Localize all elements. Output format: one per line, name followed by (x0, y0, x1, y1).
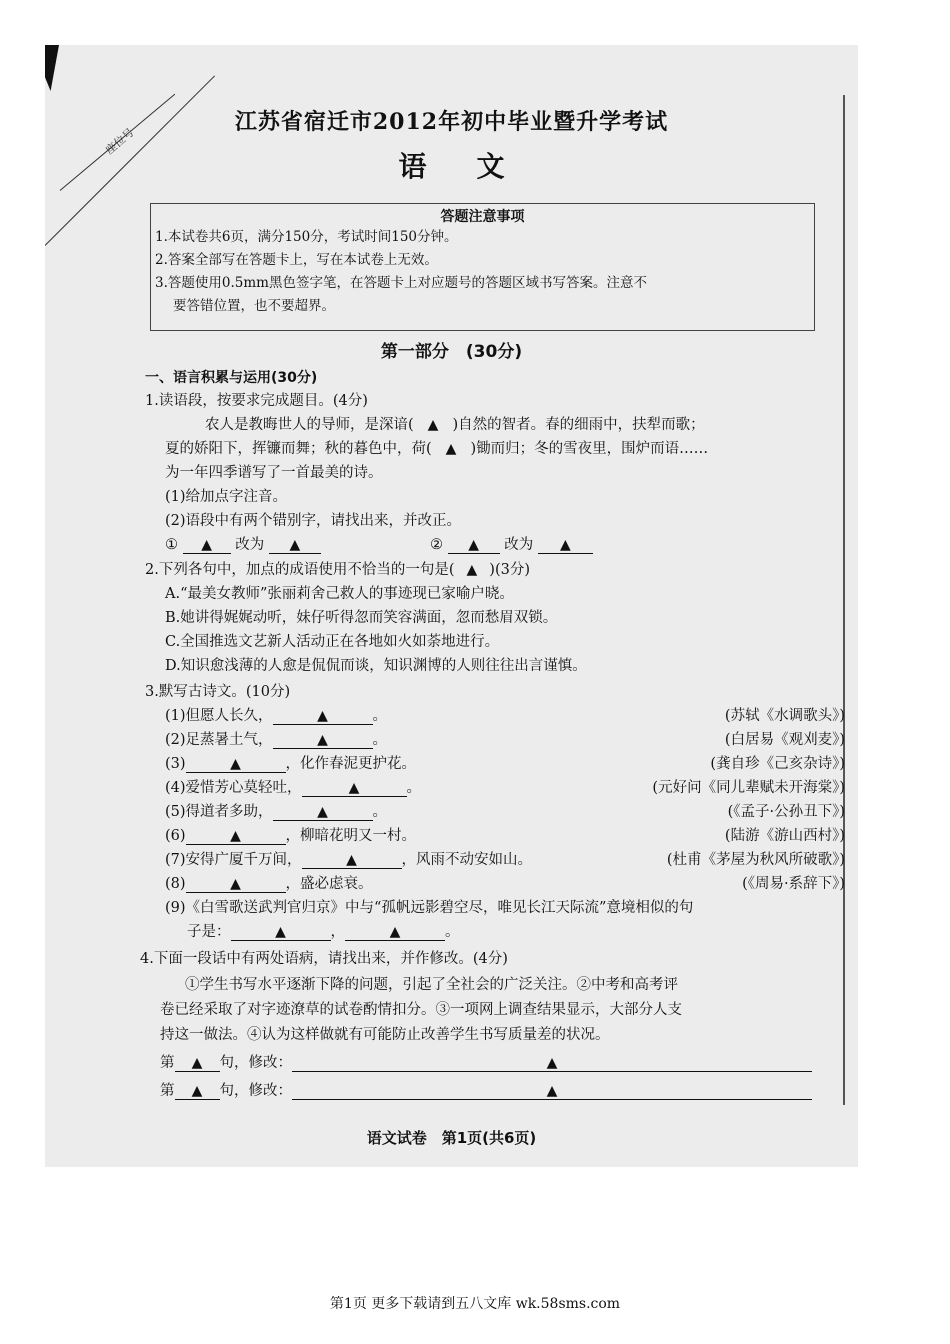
q3-source: (《周易·系辞下》) (742, 876, 845, 892)
notice-heading: 答题注意事项 (440, 209, 525, 225)
q3-item: (7)安得广厦千万间， ▲ ，风雨不动安如山。 (165, 852, 533, 868)
q3-item9-answer: 子是： ▲ ， ▲ 。 (187, 924, 460, 940)
answer-blank[interactable]: ▲ (302, 780, 407, 797)
answer-blank[interactable]: ▲ (448, 537, 500, 554)
q1-answer-row: ① ▲ 改为 ▲ ② ▲ 改为 ▲ (165, 533, 593, 554)
notice-item: 3.答题使用0.5mm黑色签字笔，在答题卡上对应题号的答题区域书写答案。注意不 (155, 275, 647, 291)
answer-blank[interactable]: ▲ (345, 924, 445, 941)
part-title: 第一部分 (30分) (380, 342, 523, 362)
document-footer: 第1页 更多下载请到五八文库 wk.58sms.com (329, 1296, 621, 1312)
q3-item: (5)得道者多助， ▲ 。 (165, 804, 388, 820)
seat-number-label: 座位号 (103, 125, 137, 157)
answer-blank[interactable]: ▲ (175, 1055, 220, 1072)
q3-source: (龚自珍《己亥杂诗》) (710, 756, 845, 772)
q3-source: (《孟子·公孙丑下》) (727, 804, 845, 820)
q4-stem: 4.下面一段话中有两处语病，请找出来，并作修改。(4分) (140, 951, 508, 967)
answer-blank[interactable]: ▲ (186, 756, 286, 773)
answer-blank[interactable]: ▲ (269, 537, 321, 554)
scanned-page (45, 45, 858, 1167)
notice-item-continued: 要答错位置，也不要超界。 (173, 298, 335, 314)
answer-blank[interactable]: ▲ (231, 924, 331, 941)
answer-blank[interactable]: ▲ (186, 876, 286, 893)
q2-option-a: A.“最美女教师”张丽莉舍己救人的事迹现已家喻户晓。 (165, 586, 514, 602)
q1-passage-line: 为一年四季谱写了一首最美的诗。 (165, 465, 383, 481)
answer-blank[interactable]: ▲ (273, 804, 373, 821)
q4-answer-row: 第 ▲ 句，修改： ▲ (160, 1051, 812, 1072)
q3-item: (1)但愿人长久， ▲ 。 (165, 708, 388, 724)
answer-mark: ▲ (466, 562, 478, 578)
q4-answer-row: 第 ▲ 句，修改： ▲ (160, 1079, 812, 1100)
q1-stem: 1.读语段，按要求完成题目。(4分) (145, 393, 368, 409)
notice-item: 2.答案全部写在答题卡上，写在本试卷上无效。 (155, 252, 438, 268)
answer-blank[interactable]: ▲ (538, 537, 593, 554)
answer-blank[interactable]: ▲ (273, 708, 373, 725)
section-heading: 一、语言积累与运用(30分) (145, 370, 318, 386)
margin-rule (843, 95, 845, 1105)
q1-sub1: (1)给加点字注音。 (165, 489, 288, 505)
q2-option-d: D.知识愈浅薄的人愈是侃侃而谈，知识渊博的人则往往出言谨慎。 (165, 658, 587, 674)
q1-passage-line: 农人是教晦世人的导师，是深谙( ▲ )自然的智者。春的细雨中，扶犁而歌； (205, 417, 705, 433)
q2-option-c: C.全国推选文艺新人活动正在各地如火如荼地进行。 (165, 634, 500, 650)
q3-item: (8) ▲ ，盛必虑衰。 (165, 876, 373, 892)
notice-item: 1.本试卷共6页，满分150分，考试时间150分钟。 (155, 229, 458, 245)
q1-sub2: (2)语段中有两个错别字，请找出来，并改正。 (165, 513, 462, 529)
q3-item: (4)爱惜芳心莫轻吐， ▲ 。 (165, 780, 422, 796)
q3-source: (苏轼《水调歌头》) (724, 708, 845, 724)
answer-blank[interactable]: ▲ (175, 1083, 220, 1100)
q3-source: (元好问《同儿辈赋未开海棠》) (652, 780, 845, 796)
corner-registration-mark (45, 45, 59, 91)
q2-stem: 2.下列各句中，加点的成语使用不恰当的一句是( ▲ )(3分) (145, 562, 530, 578)
subject-title: 语文 (398, 150, 555, 183)
q3-item: (2)足蒸暑土气， ▲ 。 (165, 732, 388, 748)
answer-blank[interactable]: ▲ (183, 537, 231, 554)
q3-source: (陆游《游山西村》) (724, 828, 845, 844)
notice-box (150, 203, 815, 331)
q1-passage-line: 夏的娇阳下，挥镰而舞；秋的暮色中，荷( ▲ )锄而归；冬的雪夜里，围炉而语…… (165, 441, 709, 457)
answer-mark: ▲ (445, 441, 457, 457)
q4-passage-line: 持这一做法。④认为这样做就有可能防止改善学生书写质量差的状况。 (160, 1027, 610, 1043)
q3-source: (白居易《观刈麦》) (724, 732, 845, 748)
q3-source: (杜甫《茅屋为秋风所破歌》) (666, 852, 845, 868)
answer-blank[interactable]: ▲ (186, 828, 286, 845)
q3-item9: (9)《白雪歌送武判官归京》中与“孤帆远影碧空尽，唯见长江天际流”意境相似的句 (165, 900, 694, 916)
q4-passage-line: ①学生书写水平逐渐下降的问题，引起了全社会的广泛关注。②中考和高考评 (185, 977, 678, 993)
exam-title: 江苏省宿迁市2012年初中毕业暨升学考试 (234, 109, 669, 135)
page-footer: 语文试卷 第1页(共6页) (366, 1129, 537, 1147)
answer-blank[interactable]: ▲ (273, 732, 373, 749)
answer-blank[interactable]: ▲ (302, 852, 402, 869)
answer-blank[interactable]: ▲ (292, 1055, 812, 1072)
q4-passage-line: 卷已经采取了对字迹潦草的试卷酌情扣分。③一项网上调查结果显示，大部分人支 (160, 1002, 682, 1018)
answer-mark: ▲ (427, 417, 439, 433)
answer-blank[interactable]: ▲ (292, 1083, 812, 1100)
q3-item: (3) ▲ ，化作春泥更护花。 (165, 756, 417, 772)
q3-stem: 3.默写古诗文。(10分) (145, 684, 291, 700)
q3-item: (6) ▲ ，柳暗花明又一村。 (165, 828, 417, 844)
q2-option-b: B.她讲得娓娓动听，妹仔听得忽而笑容满面，忽而愁眉双锁。 (165, 610, 558, 626)
